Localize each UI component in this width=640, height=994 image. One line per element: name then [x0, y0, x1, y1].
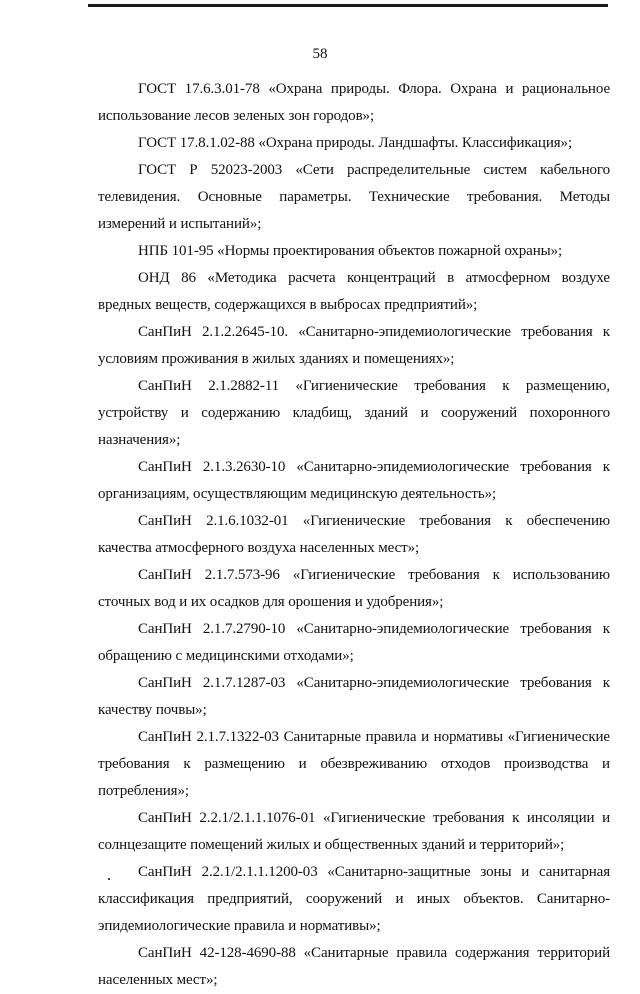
reference-sanpin-2-1-7-2790-10: СанПиН 2.1.7.2790-10 «Санитарно-эпидемиологические требования к обращению с медицинскими отходами»;: [98, 621, 610, 664]
reference-sanpin-2-1-3-2630-10: СанПиН 2.1.3.2630-10 «Санитарно-эпидемиологические требования к организациям, осуществляющим медицинскую деятельность»;: [98, 459, 610, 502]
reference-list: [98, 76, 610, 994]
reference-npb-101-95: НПБ 101-95 «Нормы проектирования объектов пожарной охраны»;: [138, 243, 563, 259]
page-number: 58: [312, 46, 328, 62]
reference-gost-17-8-1-02-88: ГОСТ 17.8.1.02-88 «Охрана природы. Ландшафты. Классификация»;: [138, 135, 573, 151]
reference-sanpin-2-1-6-1032-01: СанПиН 2.1.6.1032-01 «Гигиенические требования к обеспечению качества атмосферного воздуха населенных мест»;: [98, 513, 610, 556]
reference-sanpin-2-1-2882-11: СанПиН 2.1.2882-11 «Гигиенические требования к размещению, устройству и содержанию кладбищ, зданий и сооружений похоронного назначения»;: [98, 378, 610, 448]
reference-gost-17-6-3-01-78: ГОСТ 17.6.3.01-78 «Охрана природы. Флора. Охрана и рациональное использование лесов зеленых зон городов»;: [98, 81, 610, 124]
reference-sanpin-2-1-7-1287-03: СанПиН 2.1.7.1287-03 «Санитарно-эпидемиологические требования к качеству почвы»;: [98, 675, 610, 718]
reference-sanpin-2-1-7-1322-03: СанПиН 2.1.7.1322-03 Санитарные правила и нормативы «Гигиенические требования к размещению и обезвреживанию отходов производства и потребления»;: [98, 729, 610, 799]
reference-gost-r-52023-2003: ГОСТ Р 52023-2003 «Сети распределительные систем кабельного телевидения. Основные параметры. Технические требования. Методы измерений и испытаний»;: [98, 162, 610, 232]
reference-sanpin-2-1-7-573-96: СанПиН 2.1.7.573-96 «Гигиенические требования к использованию сточных вод и их осадков для орошения и удобрения»;: [98, 567, 610, 610]
reference-sanpin-2-2-1-1200-03: СанПиН 2.2.1/2.1.1.1200-03 «Санитарно-защитные зоны и санитарная классификация предприятий, сооружений и иных объектов. Санитарно-эпидемиологические правила и нормативы»;: [98, 864, 610, 934]
scan-speck: [108, 878, 110, 880]
reference-sanpin-2-2-1-1076-01: СанПиН 2.2.1/2.1.1.1076-01 «Гигиенические требования к инсоляции и солнцезащите помещений жилых и общественных зданий и территорий»;: [98, 810, 610, 853]
top-rule: [88, 4, 608, 7]
reference-sanpin-42-128-4690-88: СанПиН 42-128-4690-88 «Санитарные правила содержания территорий населенных мест»;: [98, 945, 610, 988]
reference-ond-86: ОНД 86 «Методика расчета концентраций в атмосферном воздухе вредных веществ, содержащихся в выбросах предприятий»;: [98, 270, 610, 313]
reference-sanpin-2-1-2-2645-10: СанПиН 2.1.2.2645-10. «Санитарно-эпидемиологические требования к условиям проживания в жилых зданиях и помещениях»;: [98, 324, 610, 367]
